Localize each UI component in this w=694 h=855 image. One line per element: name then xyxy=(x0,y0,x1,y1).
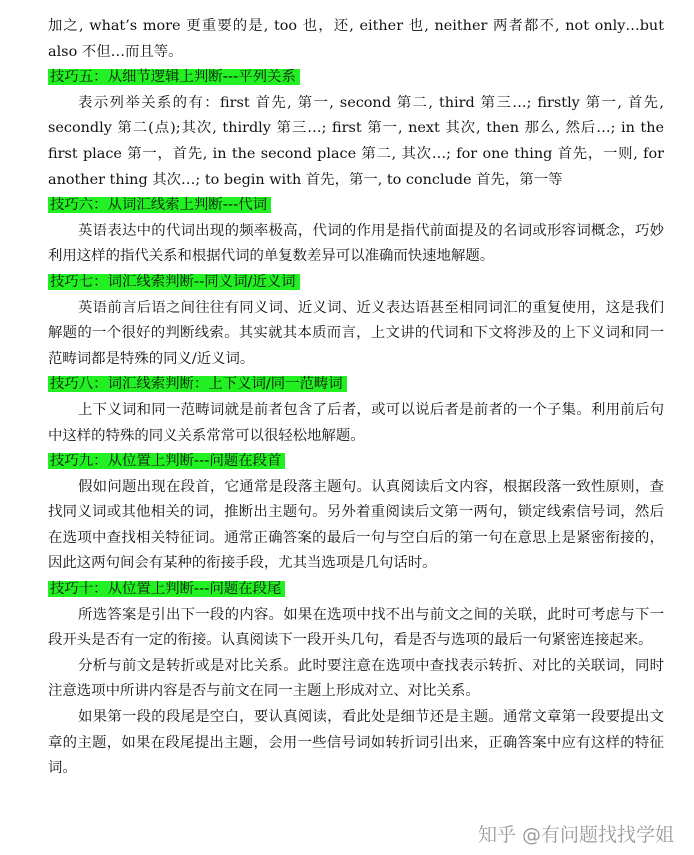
section-paragraph: 英语表达中的代词出现的频率极高，代词的作用是指代前面提及的名词或形容词概念，巧妙利用这样的指代关系和根据代词的单复数差异可以准确而快速地解题。 xyxy=(48,222,664,265)
section-5 xyxy=(48,65,664,193)
section-paragraph: 如果第一段的段尾是空白，要认真阅读，看此处是细节还是主题。通常文章第一段要提出文章的主题，如果在段尾提出主题，会用一些信号词如转折词引出来，正确答案中应有这样的特征词。 xyxy=(48,709,664,777)
zhihu-watermark: 知乎 @有问题找找学姐 xyxy=(477,824,674,846)
intro-paragraph: 加之, what’s more 更重要的是, too 也，还, either 也, neither 两者都不, not only…but also 不但…而且等。 xyxy=(48,18,664,60)
section-paragraph: 上下义词和同一范畴词就是前者包含了后者，或可以说后者是前者的一个子集。利用前后句中这样的特殊的同义关系常常可以很轻松地解题。 xyxy=(48,401,664,444)
section-heading: 技巧六：从词汇线索上判断---代词 xyxy=(48,193,664,219)
section-paragraph: 假如问题出现在段首，它通常是段落主题句。认真阅读后文内容，根据段落一致性原则，查找同义词或其他相关的词，推断出主题句。另外着重阅读后文第一两句，锁定线索信号词，然后在选项中查找相关特征词。通常正确答案的最后一句与空白后的第一句在意思上是紧密衔接的，因此这两句间会有某种的衔接手段，尤其当选项是几句话时。 xyxy=(48,478,664,572)
section-heading: 技巧九：从位置上判断---问题在段首 xyxy=(48,449,664,475)
section-8 xyxy=(48,372,664,449)
section-9 xyxy=(48,449,664,577)
section-6 xyxy=(48,193,664,270)
section-paragraph: 所选答案是引出下一段的内容。如果在选项中找不出与前文之间的关联，此时可考虑与下一段开头是否有一定的衔接。认真阅读下一段开头几句，看是否与选项的最后一句紧密连接起来。 xyxy=(48,606,664,649)
section-heading: 技巧七：词汇线索判断--同义词/近义词 xyxy=(48,270,664,296)
section-paragraph: 分析与前文是转折或是对比关系。此时要注意在选项中查找表示转折、对比的关联词，同时注意选项中所讲内容是否与前文在同一主题上形成对立、对比关系。 xyxy=(48,657,664,700)
section-paragraph: 英语前言后语之间往往有同义词、近义词、近义表达语甚至相同词汇的重复使用，这是我们解题的一个很好的判断线索。其实就其本质而言，上文讲的代词和下文将涉及的上下义词和同一范畴词都是特殊的同义/近义词。 xyxy=(48,299,664,367)
section-heading: 技巧八：词汇线索判断：上下义词/同一范畴词 xyxy=(48,372,664,398)
section-7 xyxy=(48,270,664,372)
section-10 xyxy=(48,577,664,782)
section-paragraph: 表示列举关系的有：first 首先, 第一, second 第二, third 第三…; firstly 第一, 首先, secondly 第二(点);其次, thirdly 第三…; first 第一, next 其次, then 那么, 然后…; in the first place 第一，首先, in the second place 第二, 其次…; for one thing 首先，一则, for another thing 其次…; to begin with 首先，第一, to conclude 首先，第一等 xyxy=(48,94,664,188)
section-heading: 技巧十：从位置上判断---问题在段尾 xyxy=(48,577,664,603)
section-heading: 技巧五：从细节逻辑上判断---平列关系 xyxy=(48,65,664,91)
